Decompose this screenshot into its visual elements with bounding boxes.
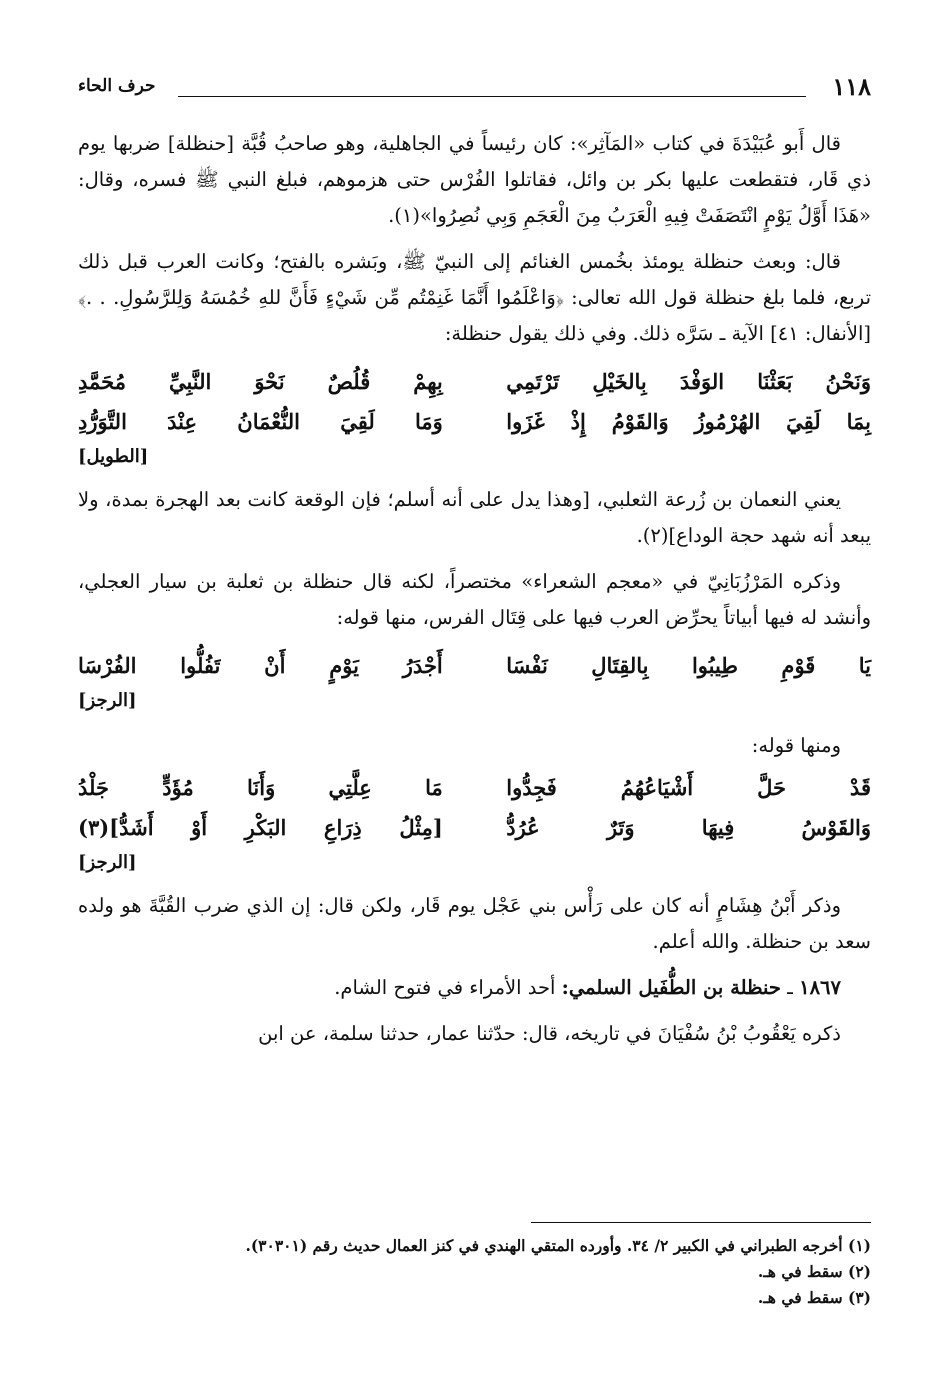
entry-name: حنظلة بن الطُّفَيل السلمي: <box>561 976 781 999</box>
header-rule <box>178 96 806 97</box>
verse-line <box>78 808 871 848</box>
verse-first-hemistich: وَنَحْنُ بَعَثْنَا الوَفْدَ بِالخَيْلِ تَرْتَمِي <box>506 369 871 394</box>
poem-2 <box>78 646 871 686</box>
footnote-rule <box>531 1222 871 1223</box>
main-text <box>78 126 871 1052</box>
paragraph-4: وذكره المَرْزُبَانِيّ في «معجم الشعراء» مختصراً، لكنه قال حنظلة بن ثعلبة بن سيار العجلي، وأنشد له فيها أبياتاً يحرِّض العرب فيها على قِتَال الفرس، منها قوله: <box>78 570 871 629</box>
entry-dash: ـ <box>780 976 793 999</box>
verse-line <box>78 362 871 402</box>
poem-3 <box>78 768 871 848</box>
paragraph-6: ذكره يَعْقُوبُ بْنُ سُفْيَانَ في تاريخه، قال: حدّثنا عمار، حدثنا سلمة، عن ابن <box>258 1022 841 1045</box>
paragraph-1: قال أَبو عُبَيْدَةَ في كتاب «المَآثِر»: كان رئيساً في الجاهلية، وهو صاحبُ قُبَّة [حنظلة] ضربها يوم ذي قَار، فتقطعت عليها بكر بن وائل، فقاتلوا الفُرْس حتى هزموهم، فبلغ النبي ﷺ فسره، وقال: «هَذَا أَوَّلُ يَوْمٍ انْتَصَفَتْ فِيهِ الْعَرَبُ مِنَ الْعَجَمِ وَبِي نُصِرُوا»(١). <box>78 132 871 227</box>
verse-first-hemistich: قَدْ حَلَّ أَشْيَاعُهُمُ فَجِدُّوا <box>506 775 871 800</box>
page-header <box>78 70 871 110</box>
verse-first-hemistich: وَالقَوْسُ فِيهَا وَتَرٌ عُرُدُّ <box>506 815 871 840</box>
verse-first-hemistich: بِمَا لَقِيَ الهُرْمُوزُ وَالقَوْمُ إِذْ غَزَوا <box>506 409 871 434</box>
entry-number: ١٨٦٧ <box>799 976 841 999</box>
footnotes <box>78 1222 871 1311</box>
verse-second-hemistich: أَجْدَرُ يَوْمٍ أَنْ تَفُلُّوا الفُرْسَا <box>78 653 443 678</box>
footnote-1: (١) أخرجه الطبراني في الكبير ٢/ ٣٤. وأورده المتقي الهندي في كنز العمال حديث رقم (٣٠٣٠١). <box>245 1236 871 1255</box>
page-number: ١١٨ <box>832 72 871 101</box>
page <box>78 70 871 1383</box>
entry-description: أحد الأمراء في فتوح الشام. <box>334 976 556 999</box>
paragraph-2: قال: وبعث حنظلة يومئذ بخُمس الغنائم إلى النبيّ ﷺ، وبَشره بالفتح؛ وكانت العرب قبل ذلك تربع، فلما بلغ حنظلة قول الله تعالى: ﴿وَاعْلَمُوا أَنَّمَا غَنِمْتُم مِّن شَيْءٍ فَأَنَّ للهِ خُمُسَهُ وَلِلرَّسُولِ. . .﴾ [الأنفال: ٤١] الآية ـ سَرَّه ذلك. وفي ذلك يقول حنظلة: <box>78 250 871 345</box>
chapter-title: حرف الحاء <box>78 76 156 96</box>
verse-second-hemistich: بِهِمْ قُلُصٌ نَحْوَ النَّبِيِّ مُحَمَّدِ <box>78 369 443 394</box>
verse-second-hemistich: وَمَا لَقِيَ النُّعْمَانُ عِنْدَ التَّوَرُّدِ <box>78 409 443 434</box>
biography-entry <box>78 970 871 1006</box>
verse-line <box>78 402 871 442</box>
poem-meter: [الرجز] <box>78 852 137 873</box>
paragraph-5: وذكر أَبْنُ هِشَامٍ أنه كان على رَأْس بني عَجْل يوم قَار، ولكن قال: إن الذي ضرب القُبَّةَ هو ولده سعد بن حنظلة. والله أعلم. <box>78 894 871 953</box>
footnote-3: (٣) سقط في هـ. <box>757 1288 871 1307</box>
verse-line <box>78 768 871 808</box>
verse-intro: ومنها قوله: <box>751 734 841 757</box>
verse-second-hemistich: [مِثْلُ ذِرَاعِ البَكْرِ أَوْ أَشَدُّ](٣) <box>78 815 443 840</box>
verse-first-hemistich: يَا قَوْمِ طِيبُوا بِالقِتَالِ نَفْسَا <box>506 653 871 678</box>
poem-1 <box>78 362 871 442</box>
poem-meter: [الرجز] <box>78 690 137 711</box>
poem-meter: [الطويل] <box>78 446 149 467</box>
verse-second-hemistich: مَا عِلَّتِي وَأَنَا مُؤَدٍّ جَلْدُ <box>78 775 443 800</box>
footnote-2: (٢) سقط في هـ. <box>757 1262 871 1281</box>
paragraph-3: يعني النعمان بن زُرعة الثعلبي، [وهذا يدل على أنه أسلم؛ فإن الوقعة كانت بعد الهجرة بمدة، ولا يبعد أنه شهد حجة الوداع](٢). <box>78 488 871 547</box>
verse-line <box>78 646 871 686</box>
